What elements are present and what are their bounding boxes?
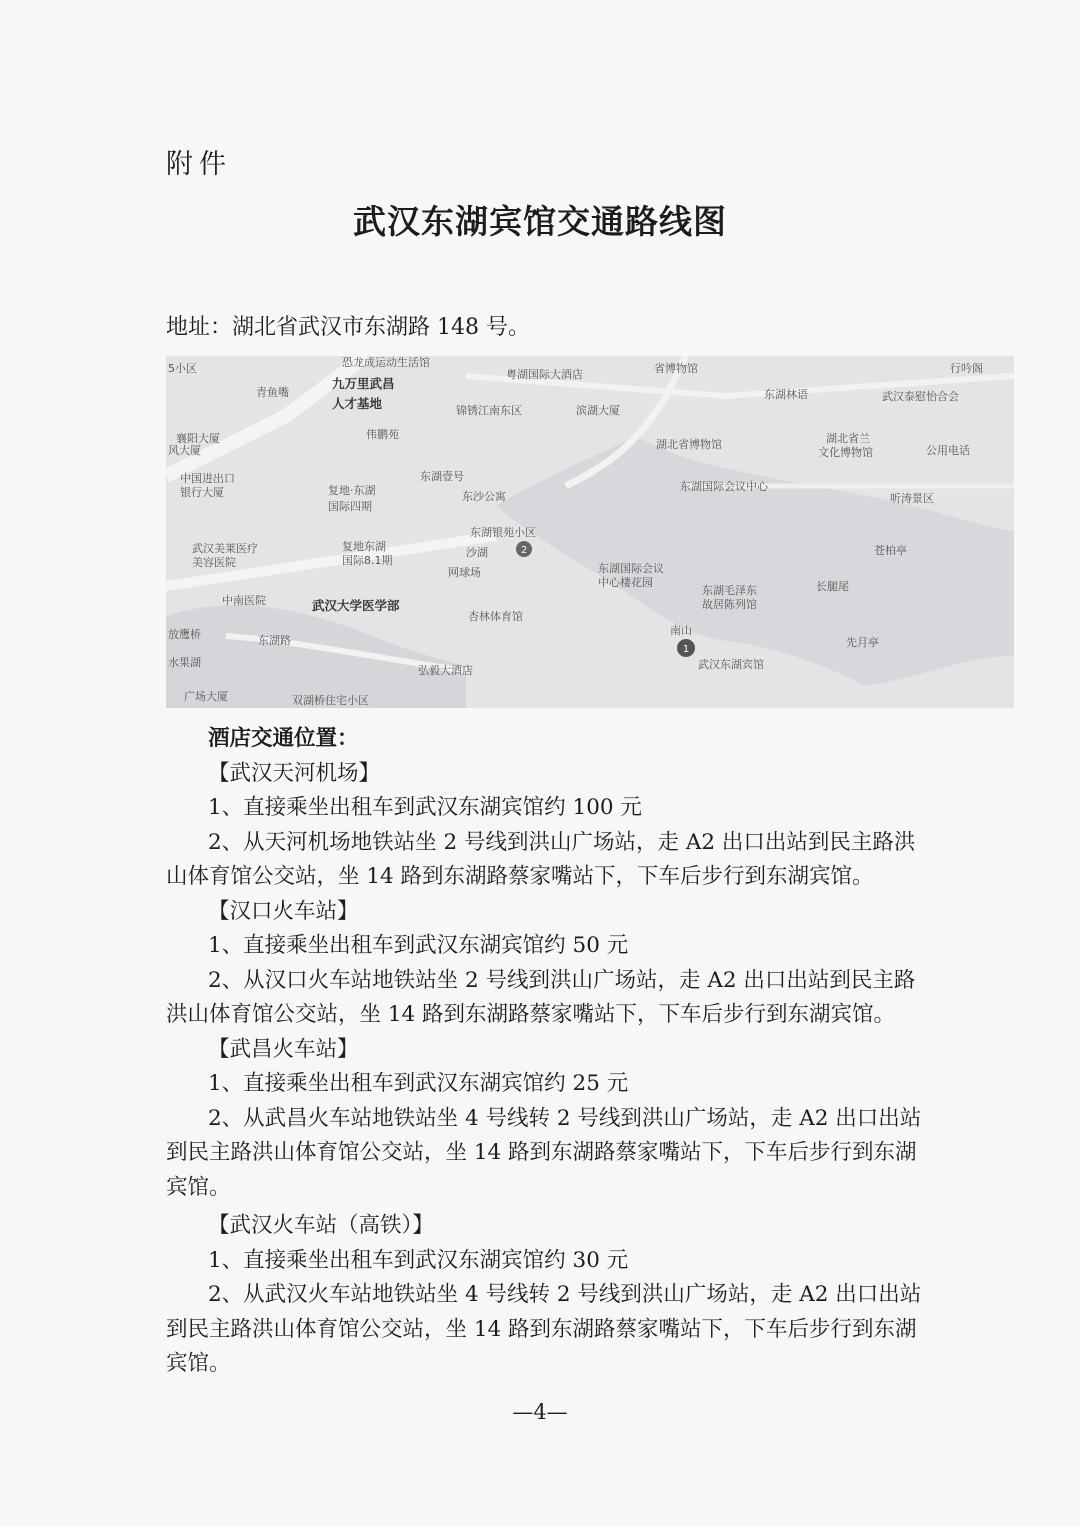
map-label: 湖北省博物馆 — [656, 438, 722, 451]
map-label: 行吟阁 — [950, 362, 983, 375]
map-label: 恐龙成运动生活馆 — [342, 356, 430, 369]
route-item: 2、从天河机场地铁站坐 2 号线到洪山广场站，走 A2 出口出站到民主路洪山体育馆公交站，坐 14 路到东湖路蔡家嘴站下，下车后步行到东湖宾馆。 — [166, 829, 916, 889]
map-label: 东湖国际会议 — [598, 562, 664, 575]
map-label: 双湖桥住宅小区 — [292, 694, 369, 707]
svg-text:2: 2 — [520, 545, 528, 556]
map-label: 国际8.1期 — [342, 554, 393, 567]
route-item: 2、从汉口火车站地铁站坐 2 号线到洪山广场站，走 A2 出口出站到民主路洪山体育馆公交站，坐 14 路到东湖路蔡家嘴站下，下车后步行到东湖宾馆。 — [166, 967, 916, 1027]
route-map — [166, 356, 1014, 708]
map-label: 南山 — [670, 624, 692, 637]
map-label: 水果湖 — [168, 656, 201, 669]
map-label: 放鹰桥 — [168, 628, 201, 641]
map-label: 公用电话 — [926, 444, 970, 457]
map-label: 故居陈列馆 — [702, 598, 757, 611]
station-title: 【武汉火车站（高铁）】 — [208, 1213, 434, 1238]
map-label: 长腿尾 — [816, 580, 849, 593]
map-label: 省博物馆 — [654, 362, 698, 375]
map-label: 中国进出口 — [180, 472, 235, 485]
map-label: 武汉泰慰怡合会 — [882, 390, 959, 403]
route-item: 1、直接乘坐出租车到武汉东湖宾馆约 25 元 — [208, 1071, 629, 1096]
map-label: 伟鹏苑 — [366, 428, 399, 441]
map-label: 武汉美莱医疗 — [192, 542, 258, 555]
station-title: 【汉口火车站】 — [208, 898, 359, 924]
route-item: 2、从武汉火车站地铁站坐 4 号线转 2 号线到洪山广场站，走 A2 出口出站到民主路洪山体育馆公交站，坐 14 路到东湖路蔡家嘴站下，下车后步行到东湖宾馆。 — [166, 1282, 922, 1376]
route-item: 1、直接乘坐出租车到武汉东湖宾馆约 30 元 — [208, 1247, 629, 1273]
map-label: 复地东湖 — [342, 540, 386, 553]
map-label: 青鱼嘴 — [256, 386, 289, 399]
attachment-label: 附件 — [166, 149, 232, 180]
map-label: 武汉大学医学部 — [312, 598, 400, 613]
map-label: 文化博物馆 — [818, 446, 873, 459]
map-label: 美容医院 — [192, 556, 236, 569]
map-label: 人才基地 — [332, 396, 383, 411]
page-number: —4— — [512, 1400, 568, 1424]
map-marker-hotel — [677, 639, 695, 657]
map-label: 东沙公寓 — [462, 490, 506, 503]
map-label: 网球场 — [448, 566, 481, 579]
map-label: 襄阳大厦 — [176, 432, 220, 445]
map-label: 东湖毛泽东 — [702, 584, 757, 597]
map-label: 广场大厦 — [184, 690, 228, 703]
map-label: 东湖路 — [258, 634, 291, 647]
map-label: 湖北省兰 — [826, 432, 870, 445]
map-label: 沙湖 — [466, 546, 488, 559]
address-line: 地址：湖北省武汉市东湖路 148 号。 — [166, 315, 530, 340]
map-label: 听涛景区 — [890, 492, 934, 505]
map-label: 中南医院 — [222, 594, 266, 607]
map-label: 中心楼花园 — [598, 576, 653, 589]
map-label: 滨湖大厦 — [576, 404, 620, 417]
map-label: 东湖国际会议中心 — [680, 480, 768, 493]
map-label: 复地·东湖 — [328, 484, 376, 497]
map-label: 九万里武昌 — [332, 376, 395, 391]
map-label: 风大厦 — [168, 444, 201, 457]
section-heading: 酒店交通位置： — [208, 726, 359, 751]
route-item: 1、直接乘坐出租车到武汉东湖宾馆约 100 元 — [208, 795, 642, 820]
map-label: 锦锈江南东区 — [456, 404, 522, 417]
map-label: 粤湖国际大酒店 — [506, 368, 583, 381]
station-title: 【武昌火车站】 — [208, 1036, 359, 1062]
transport-info — [166, 722, 926, 1382]
map-label: 苍柏亭 — [874, 544, 907, 557]
map-label: 国际四期 — [328, 500, 372, 513]
page-title: 武汉东湖宾馆交通路线图 — [353, 202, 727, 241]
map-label: 武汉东湖宾馆 — [698, 658, 764, 671]
route-item: 1、直接乘坐出租车到武汉东湖宾馆约 50 元 — [208, 933, 629, 958]
map-label: 银行大厦 — [180, 486, 224, 499]
map-label: 先月亭 — [846, 636, 879, 649]
map-marker-2 — [516, 541, 532, 557]
map-label: 杏林体育馆 — [468, 610, 523, 623]
station-title: 【武汉天河机场】 — [208, 760, 381, 786]
map-label: 东湖银苑小区 — [470, 526, 536, 539]
svg-text:1: 1 — [682, 644, 690, 655]
map-label: 东湖壹号 — [420, 470, 464, 483]
route-item: 2、从武昌火车站地铁站坐 4 号线转 2 号线到洪山广场站，走 A2 出口出站到民主路洪山体育馆公交站，坐 14 路到东湖路蔡家嘴站下，下车后步行到东湖宾馆。 — [166, 1105, 922, 1200]
map-label: 5小区 — [168, 362, 197, 375]
map-label: 东湖林语 — [764, 388, 808, 401]
map-label: 弘毅大酒店 — [418, 664, 473, 677]
